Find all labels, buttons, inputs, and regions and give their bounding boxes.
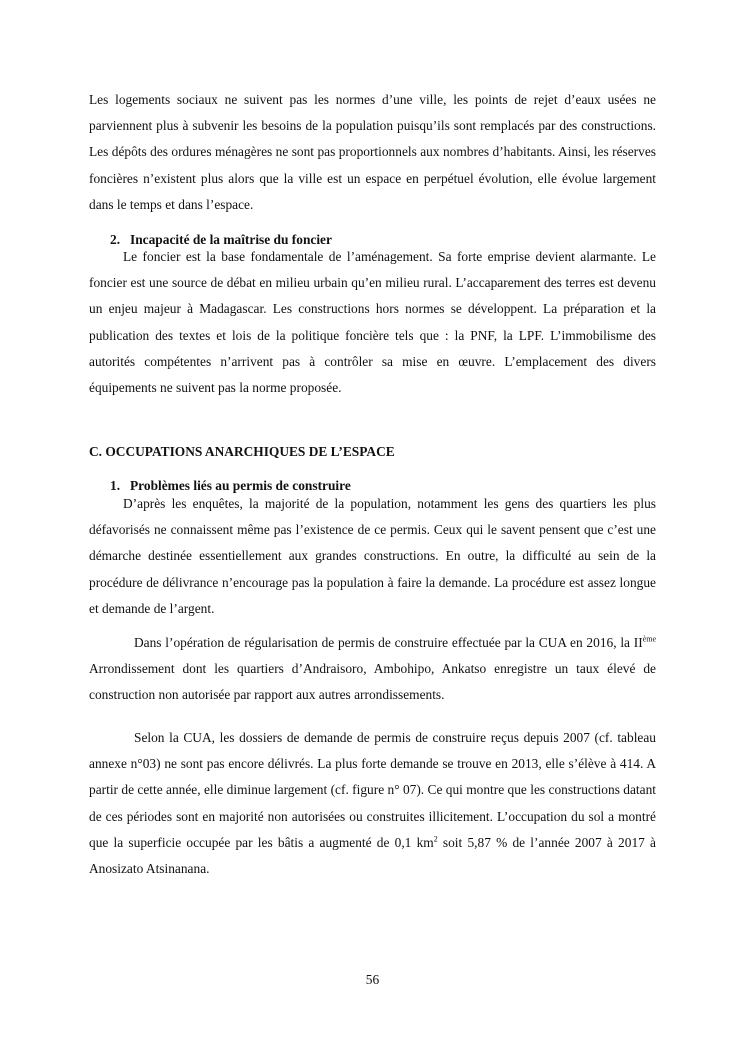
heading-title: Incapacité de la maîtrise du foncier	[130, 232, 332, 247]
paragraph-land-foundation: Le foncier est la base fondamentale de l’aménagement. Sa forte emprise devient alarmante. Le foncier est une source de débat en milieu urbain qu’en milieu rural. L’accaparement des terres est devenu un enjeu majeur à Madagascar. Les constructions hors normes se développent. La préparation et la publication des textes et lois de la politique foncière tels que : la PNF, la LPF. L’immobilisme des autorités compétentes n’arrivent pas à contrôler sa mise en œuvre. L’emplacement des divers équipements ne suivent pas la norme proposée.	[89, 249, 656, 396]
section-title-anarchic-occupation: C. OCCUPATIONS ANARCHIQUES DE L’ESPACE	[89, 444, 395, 459]
heading-number: 1.	[110, 478, 121, 493]
paragraph-cua-permits: Selon la CUA, les dossiers de demande de permis de construire reçus depuis 2007 (cf. tableau annexe n°03) ne sont pas encore délivrés. La plus forte demande se trouve en 2013, elle s’élève à 414. A partir de cette année, elle diminue largement (cf. figure n° 07). Ce qui montre que les constructions datant de ces périodes sont en majorité non autorisées ou construites illicitement. L’occupation du sol a montré que la superficie occupée par les bâtis a augmenté de 0,1 $km^2$ soit 5,87 % de l’année 2007 à 2017 à Anosizato Atsinanana.	[89, 730, 656, 877]
paragraph-regularisation: Dans l’opération de régularisation de permis de construire effectuée par la CUA en 2016, la IIème Arrondissement dont les quartiers d’Andraisoro, Ambohipo, Ankatso enregistre un taux élevé de construction non autorisée par rapport aux autres arrondissements.	[89, 634, 656, 703]
paragraph-housing-norms: Les logements sociaux ne suivent pas les normes d’une ville, les points de rejet d’eaux usées ne parviennent plus à subvenir les besoins de la population puisqu’ils sont remplacés par des constructions. Les dépôts des ordures ménagères ne sont pas proportionnels aux nombres d’habitants. Ainsi, les réserves foncières n’existent plus alors que la ville est un espace en perpétuel évolution, elle évolue largement dans le temps et dans l’espace.	[89, 92, 656, 212]
page-number: 56	[365, 972, 380, 987]
paragraph-surveys: D’après les enquêtes, la majorité de la population, notamment les gens des quartiers les plus défavorisés ne connaissent même pas l’existence de ce permis. Ceux qui le savent pensent que c’est une démarche destinée essentiellement aux grandes constructions. En outre, la difficulté au sein de la procédure de délivrance n’encourage pas la population à faire la demande. La procédure est assez longue et demande de l’argent.	[89, 496, 656, 616]
heading-title: Problèmes liés au permis de construire	[130, 478, 351, 493]
heading-number: 2.	[110, 232, 121, 247]
